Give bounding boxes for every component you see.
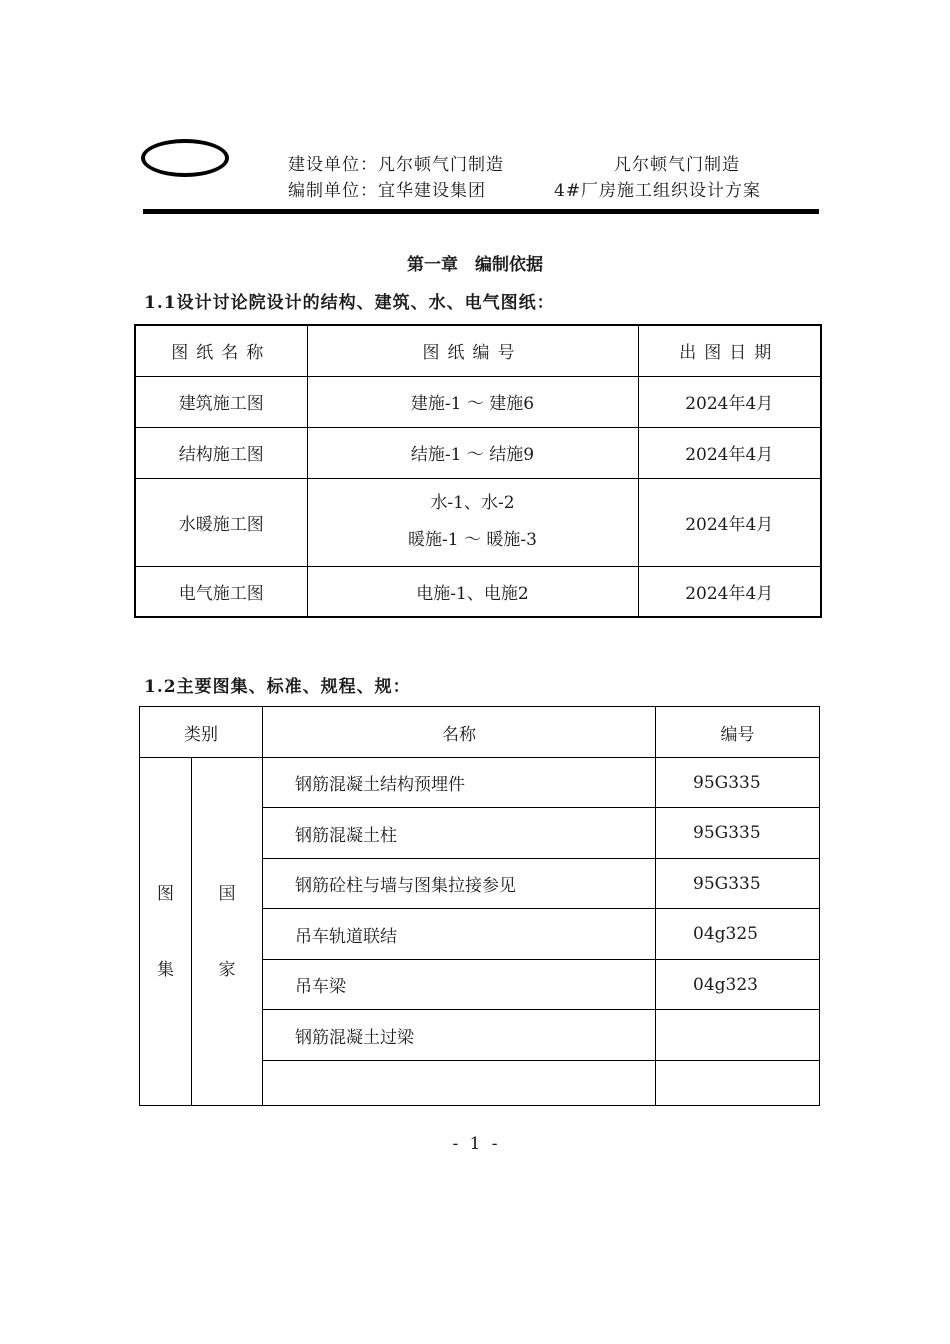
standard-code: 04g325 bbox=[656, 909, 820, 960]
chapter-title: 第一章 编制依据 bbox=[407, 255, 543, 275]
drawing-number: 结施-1 ～ 结施9 bbox=[307, 427, 638, 478]
category-char: 图 bbox=[157, 883, 174, 904]
drawing-number: 建施-1 ～ 建施6 bbox=[307, 376, 638, 427]
standard-name: 钢筋混凝土柱 bbox=[263, 808, 656, 859]
table-header-row bbox=[135, 325, 821, 376]
header-category: 类别 bbox=[140, 707, 263, 758]
issue-date: 2024年4月 bbox=[638, 566, 821, 617]
standard-name: 吊车轨道联结 bbox=[263, 909, 656, 960]
header-drawing-name: 图纸名称 bbox=[135, 325, 307, 376]
category-atlas-cell bbox=[140, 758, 192, 1106]
drawing-number: 水-1、水-2 bbox=[430, 493, 515, 513]
table-row bbox=[135, 478, 821, 566]
table-row bbox=[135, 566, 821, 617]
drawing-number-cell bbox=[307, 478, 638, 566]
standard-code: 95G335 bbox=[656, 758, 820, 808]
standard-name: 钢筋混凝土结构预埋件 bbox=[263, 758, 656, 808]
section-1-1-title: 1.1设计讨论院设计的结构、建筑、水、电气图纸： bbox=[144, 293, 555, 313]
header-drawing-number: 图纸编号 bbox=[307, 325, 638, 376]
standard-code: 95G335 bbox=[656, 859, 820, 909]
header-divider bbox=[143, 209, 819, 214]
header-name: 名称 bbox=[263, 707, 656, 758]
standard-code bbox=[656, 1061, 820, 1106]
standard-code bbox=[656, 1010, 820, 1061]
standards-table bbox=[139, 706, 820, 1106]
standard-code: 95G335 bbox=[656, 808, 820, 859]
table-row bbox=[135, 376, 821, 427]
category-char: 国 bbox=[218, 883, 236, 904]
standard-code: 04g323 bbox=[656, 960, 820, 1010]
standard-name: 吊车梁 bbox=[263, 960, 656, 1010]
drawing-name: 电气施工图 bbox=[135, 566, 307, 617]
category-national-cell bbox=[192, 758, 263, 1106]
drawing-name: 建筑施工图 bbox=[135, 376, 307, 427]
drawing-number: 暖施-1 ～ 暖施-3 bbox=[408, 530, 537, 550]
header-compiling-unit: 编制单位：宜华建设集团 bbox=[288, 181, 486, 201]
standard-name bbox=[263, 1061, 656, 1106]
table-header-row bbox=[140, 707, 820, 758]
header-code: 编号 bbox=[656, 707, 820, 758]
category-char: 家 bbox=[218, 959, 236, 980]
header-document-title: 4#厂房施工组织设计方案 bbox=[554, 181, 762, 201]
section-1-2-title: 1.2主要图集、标准、规程、规： bbox=[144, 677, 411, 697]
drawing-name: 结构施工图 bbox=[135, 427, 307, 478]
header-company-name: 凡尔顿气门制造 bbox=[614, 155, 740, 175]
drawings-table bbox=[134, 324, 822, 618]
standard-name: 钢筋混凝土过梁 bbox=[263, 1010, 656, 1061]
category-char: 集 bbox=[157, 959, 174, 980]
header-issue-date: 出图日期 bbox=[638, 325, 821, 376]
issue-date: 2024年4月 bbox=[638, 376, 821, 427]
company-logo-oval bbox=[141, 139, 229, 177]
issue-date: 2024年4月 bbox=[638, 427, 821, 478]
standard-name: 钢筋砼柱与墙与图集拉接参见 bbox=[263, 859, 656, 909]
header-construction-unit: 建设单位：凡尔顿气门制造 bbox=[288, 155, 504, 175]
table-row bbox=[140, 758, 820, 808]
drawing-number: 电施-1、电施2 bbox=[307, 566, 638, 617]
issue-date: 2024年4月 bbox=[638, 478, 821, 566]
drawing-name: 水暖施工图 bbox=[135, 478, 307, 566]
page-number: - 1 - bbox=[452, 1134, 498, 1154]
table-row bbox=[135, 427, 821, 478]
